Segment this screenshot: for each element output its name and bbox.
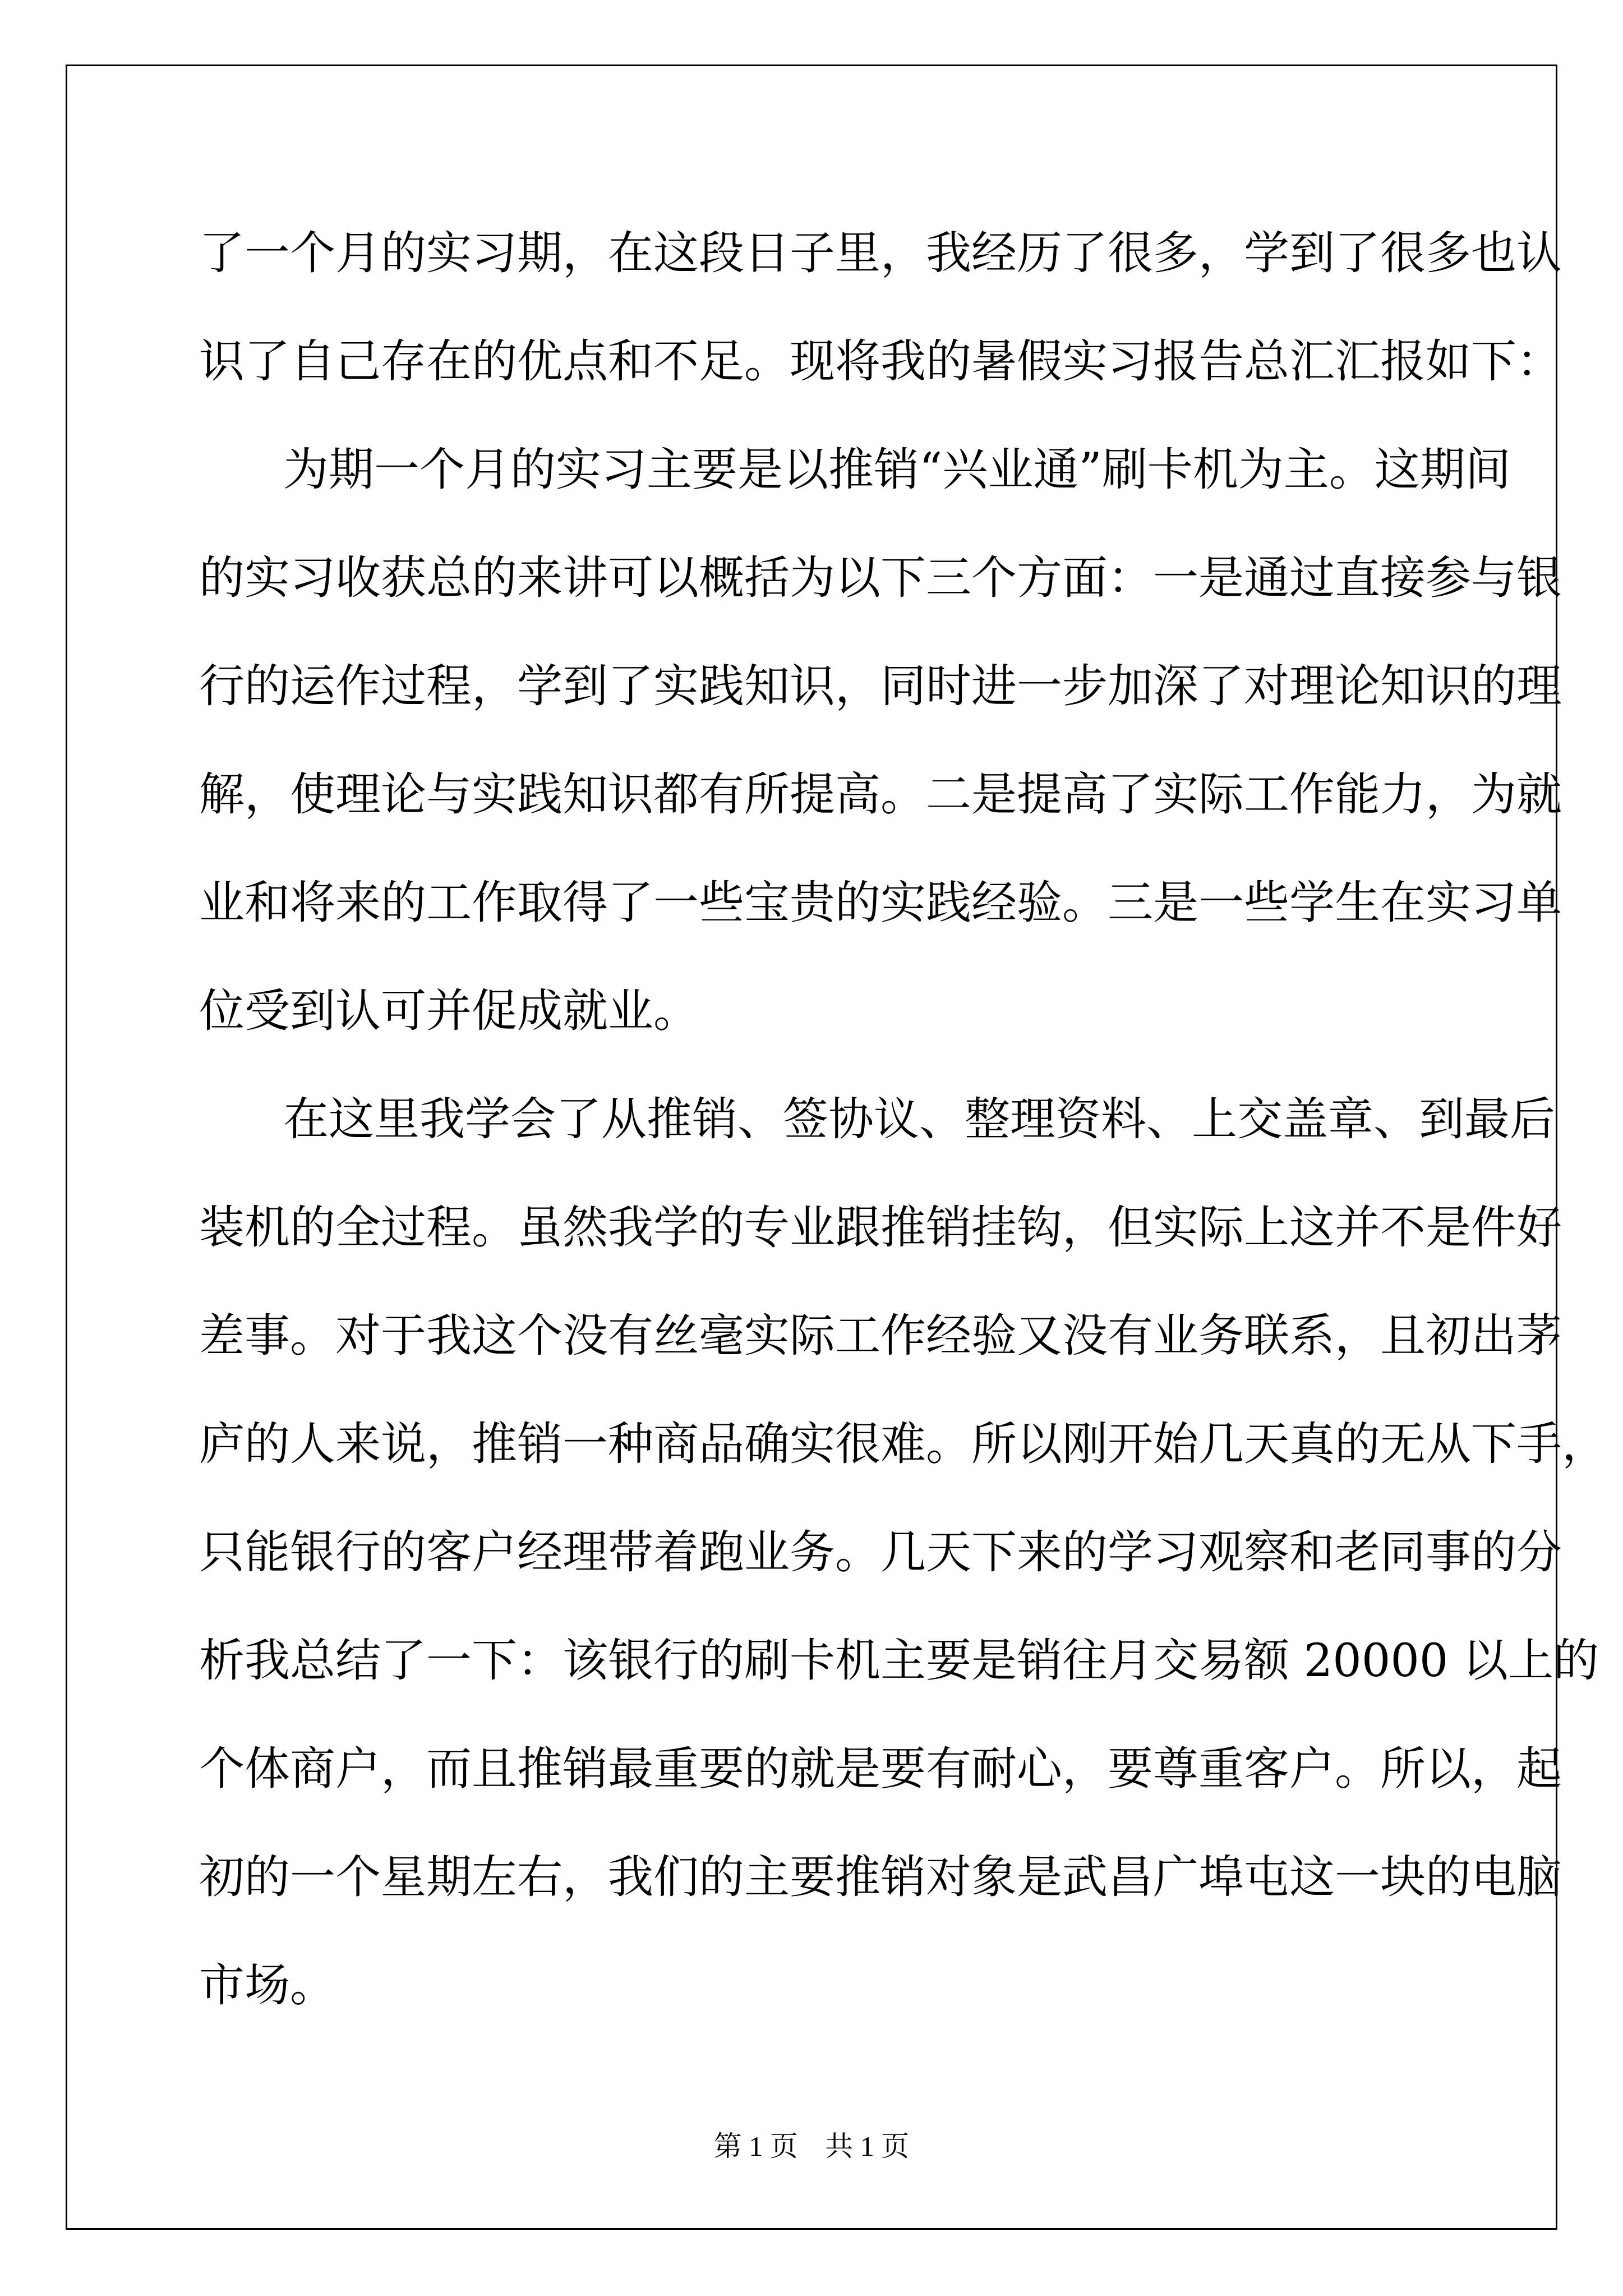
paragraph-2-line-2: 的实习收获总的来讲可以概括为以下三个方面：一是通过直接参与银 (199, 552, 1562, 605)
paragraph-3-line-7: 个体商户，而且推销最重要的就是要有耐心，要尊重客户。所以，起 (199, 1743, 1562, 1796)
paragraph-2-line-4: 解，使理论与实践知识都有所提高。二是提高了实际工作能力，为就 (199, 769, 1562, 821)
paragraph-3-line-1: 在这里我学会了从推销、签协议、整理资料、上交盖章、到最后 (283, 1093, 1556, 1146)
page-number-total: 共 1 页 (825, 2131, 910, 2162)
paragraph-3-line-6: 析我总结了一下：该银行的刷卡机主要是销往月交易额 20000 以上的 (199, 1635, 1599, 1687)
paragraph-3-line-8: 初的一个星期左右，我们的主要推销对象是武昌广埠屯这一块的电脑 (199, 1851, 1562, 1904)
paragraph-3-line-9: 市场。 (199, 1959, 336, 2012)
paragraph-2-line-3: 行的运作过程，学到了实践知识，同时进一步加深了对理论知识的理 (199, 660, 1562, 713)
paragraph-3-line-4: 庐的人来说，推销一种商品确实很难。所以刚开始几天真的无从下手， (199, 1418, 1608, 1471)
paragraph-3-line-3: 差事。对于我这个没有丝毫实际工作经验又没有业务联系，且初出茅 (199, 1310, 1562, 1363)
paragraph-1-line-1: 了一个月的实习期，在这段日子里，我经历了很多，学到了很多也认 (199, 227, 1562, 280)
paragraph-2-line-6: 位受到认可并促成就业。 (199, 985, 699, 1038)
paragraph-3-line-2: 装机的全过程。虽然我学的专业跟推销挂钩，但实际上这并不是件好 (199, 1202, 1562, 1254)
paragraph-3-line-5: 只能银行的客户经理带着跑业务。几天下来的学习观察和老同事的分 (199, 1526, 1562, 1579)
paragraph-1-line-2: 识了自己存在的优点和不足。现将我的暑假实习报告总汇汇报如下： (199, 335, 1562, 388)
page-number-current: 第 1 页 (713, 2131, 798, 2162)
paragraph-2-line-5: 业和将来的工作取得了一些宝贵的实践经验。三是一些学生在实习单 (199, 877, 1562, 930)
page-footer (0, 2129, 1623, 2163)
paragraph-2-line-1: 为期一个月的实习主要是以推销“兴业通”刷卡机为主。这期间 (283, 444, 1511, 496)
